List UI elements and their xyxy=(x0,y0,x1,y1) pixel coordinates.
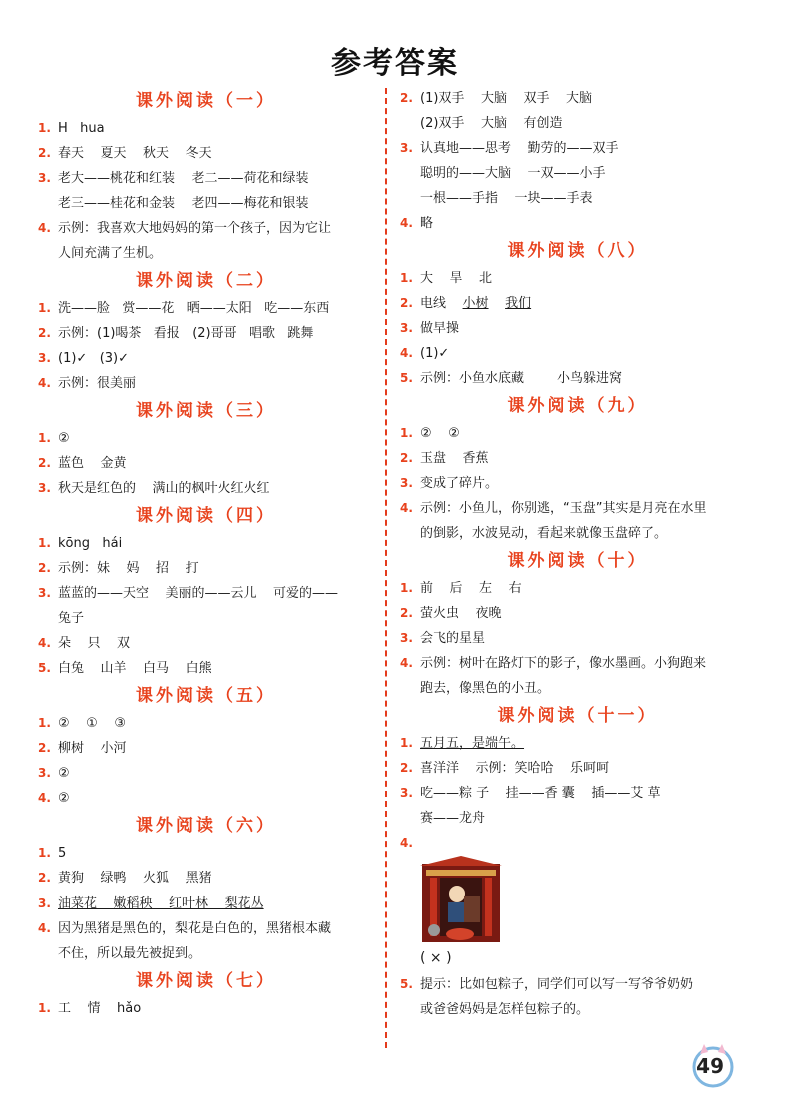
answer-item: 3. 油菜花 嫩稻秧 红叶林 梨花丛 xyxy=(38,896,264,911)
page-number: 49 xyxy=(696,1054,724,1078)
section-title-4: 课外阅读（四） xyxy=(136,506,276,526)
answer-item: 2. 玉盘 香蕉 xyxy=(400,451,489,466)
answer-item: 3. 会飞的星星 xyxy=(400,631,486,646)
answer-item: 3. 吃——粽 子 挂——香 囊 插——艾 草 xyxy=(400,786,661,801)
answer-item: 2. 蓝色 金黄 xyxy=(38,456,127,471)
section-title-1: 课外阅读（一） xyxy=(136,91,276,111)
answer-item: 5. 提示：比如包粽子，同学们可以写一写爷爷奶奶 xyxy=(400,977,694,992)
answer-item: 1. H hua xyxy=(38,121,105,136)
answer-item: 2. 示例：(1)喝茶 看报 (2)哥哥 唱歌 跳舞 xyxy=(38,326,314,341)
answer-continuation: 跑去，像黑色的小丑。 xyxy=(420,681,551,696)
answer-continuation: 老三——桂花和金装 老四——梅花和银装 xyxy=(58,196,309,211)
section-title-7: 课外阅读（七） xyxy=(136,971,276,991)
answer-continuation: 的倒影，水波晃动，看起来就像玉盘碎了。 xyxy=(420,526,668,541)
answer-continuation: 或爸爸妈妈是怎样包粽子的。 xyxy=(420,1002,590,1017)
answer-item: 3. 认真地——思考 勤劳的——双手 xyxy=(400,141,619,156)
section-title-8: 课外阅读（八） xyxy=(507,241,648,261)
answer-item: 3. 做早操 xyxy=(400,321,460,336)
answer-item: 1. 五月五，是端午。 xyxy=(400,736,525,751)
answer-item: 4. 示例：我喜欢大地妈妈的第一个孩子，因为它让 xyxy=(38,221,332,236)
answer-item: 3. 变成了碎片。 xyxy=(400,476,499,491)
answer-item: 4. xyxy=(400,836,413,850)
answer-continuation: 不住，所以最先被捉到。 xyxy=(58,946,202,961)
answer-item: 5. 示例：小鱼水底藏 小鸟躲进窝 xyxy=(400,371,623,386)
answer-item: 3. 秋天是红色的 满山的枫叶火红火红 xyxy=(38,481,270,496)
answer-item: 3. 老大——桃花和红装 老二——荷花和绿装 xyxy=(38,171,309,186)
answer-item: 1. 洗——脸 赏——花 晒——太阳 吃——东西 xyxy=(38,301,330,316)
answer-item: 1. 前 后 左 右 xyxy=(400,581,522,596)
answer-continuation: 兔子 xyxy=(58,611,85,626)
answer-item: 2. 柳树 小河 xyxy=(38,741,127,756)
answer-item: 4. 因为黑猪是黑色的，梨花是白色的，黑猪根本藏 xyxy=(38,921,332,936)
section-title-5: 课外阅读（五） xyxy=(136,686,276,706)
section-title-11: 课外阅读（十一） xyxy=(497,706,658,726)
answer-item: 4. 示例：很美丽 xyxy=(38,376,137,391)
answer-item: 4. 示例：树叶在路灯下的影子，像水墨画。小狗跑来 xyxy=(400,656,707,671)
festival-door-illustration xyxy=(420,856,502,944)
right-column xyxy=(400,86,755,1022)
answer-continuation: 聪明的——大脑 一双——小手 xyxy=(420,166,606,181)
answer-item: 1. kōng hái xyxy=(38,536,123,551)
section-title-2: 课外阅读（二） xyxy=(136,271,276,291)
page-title: 参考答案 xyxy=(331,46,459,81)
answer-item: 2. 春天 夏天 秋天 冬天 xyxy=(38,146,212,161)
section-title-10: 课外阅读（十） xyxy=(507,551,648,571)
left-column xyxy=(38,86,374,1021)
answer-item: 2. 电线 小树 我们 xyxy=(400,296,532,311)
answer-item: 1. ② ② xyxy=(400,426,460,441)
answer-item: 5. 白兔 山羊 白马 白熊 xyxy=(38,661,212,676)
answer-item: 3. (1)✓ (3)✓ xyxy=(38,351,130,366)
answer-item: 4. (1)✓ xyxy=(400,346,450,361)
answer-mark: ( × ) xyxy=(420,950,452,966)
answer-item: 1. ② ① ③ xyxy=(38,716,127,731)
section-title-6: 课外阅读（六） xyxy=(136,816,276,836)
answer-item: 4. 示例：小鱼儿，你别逃，“玉盘”其实是月亮在水里 xyxy=(400,501,707,516)
answer-item: 4. 朵 只 双 xyxy=(38,636,131,651)
answer-item: 2. 示例：妹 妈 招 打 xyxy=(38,561,199,576)
answer-continuation: 赛——龙舟 xyxy=(420,811,486,826)
answer-item: 1. 5 xyxy=(38,846,67,861)
answer-continuation: (2)双手 大脑 有创造 xyxy=(420,116,563,131)
answer-item: 2. 萤火虫 夜晚 xyxy=(400,606,502,621)
answer-item: 4. 略 xyxy=(400,216,434,231)
answer-item: 1. ② xyxy=(38,431,70,446)
answer-item: 2. (1)双手 大脑 双手 大脑 xyxy=(400,91,593,106)
answer-continuation: 一根——手指 一块——手表 xyxy=(420,191,593,206)
section-title-9: 课外阅读（九） xyxy=(507,396,648,416)
answer-item: 4. ② xyxy=(38,791,70,806)
answer-item: 2. 喜洋洋 示例：笑哈哈 乐呵呵 xyxy=(400,761,610,776)
answer-item: 1. 工 情 hǎo xyxy=(38,1001,142,1016)
answer-item: 2. 黄狗 绿鸭 火狐 黑猪 xyxy=(38,871,212,886)
section-title-3: 课外阅读（三） xyxy=(136,401,276,421)
answer-continuation: 人间充满了生机。 xyxy=(58,246,163,261)
dragon-boat-picture xyxy=(420,856,502,944)
answer-item: 3. ② xyxy=(38,766,70,781)
answer-item: 3. 蓝蓝的——天空 美丽的——云儿 可爱的—— xyxy=(38,586,339,601)
column-divider xyxy=(385,88,387,1048)
answer-item: 1. 大 旱 北 xyxy=(400,271,493,286)
